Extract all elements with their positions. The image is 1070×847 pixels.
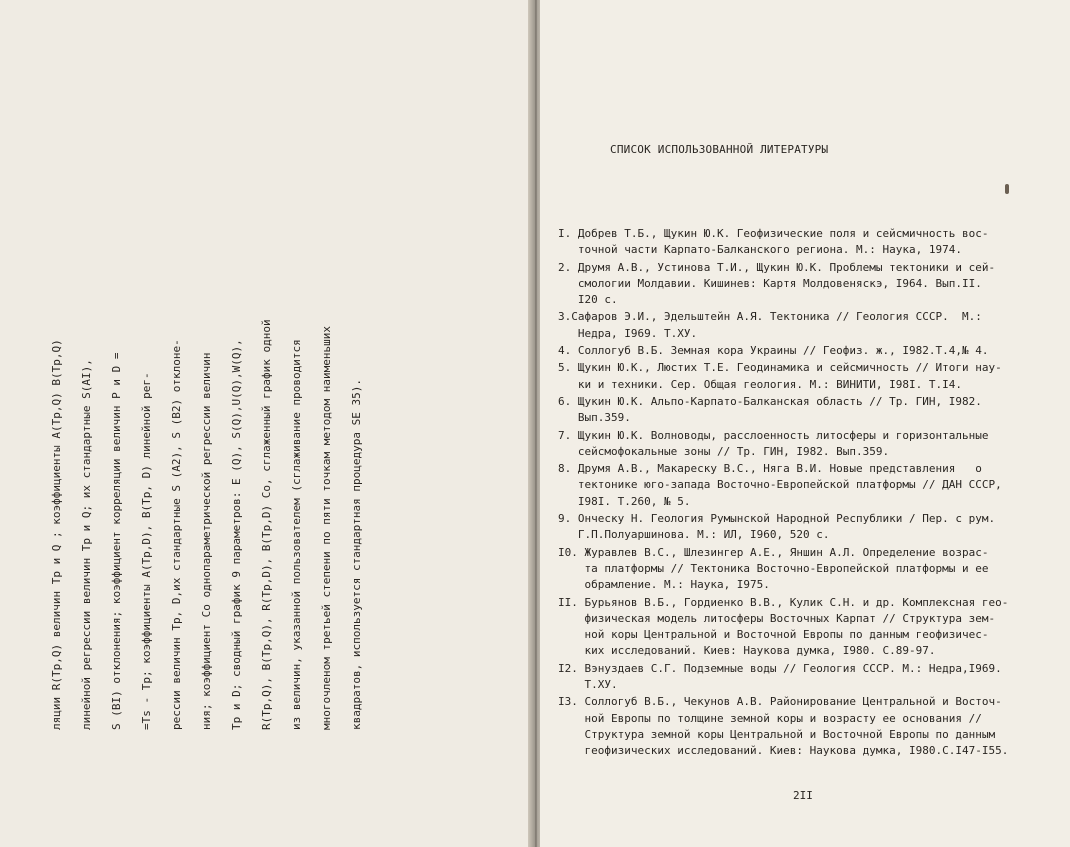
bibliography-heading: СПИСОК ИСПОЛЬЗОВАННОЙ ЛИТЕРАТУРЫ bbox=[610, 143, 829, 156]
reference-line: Г.П.Полуаршинова. М.: ИЛ, I960, 520 с. bbox=[558, 528, 830, 542]
reference-item bbox=[558, 694, 1030, 759]
reference-line: сейсмофокальные зоны // Тр. ГИН, I982. Вып.359. bbox=[558, 444, 890, 458]
reference-line: Вып.359. bbox=[558, 411, 631, 425]
reference-line: 8. Друмя А.В., Макареску В.С., Няга В.И. Новые представления о bbox=[558, 462, 982, 476]
reference-line: ких исследований. Киев: Наукова думка, I980. С.89-97. bbox=[558, 644, 936, 658]
reference-line: Т.ХУ. bbox=[558, 678, 618, 692]
reference-line: точной части Карпато-Балканского региона. М.: Наука, 1974. bbox=[558, 243, 962, 257]
reference-line: 5. Щукин Ю.К., Люстих Т.Е. Геодинамика и сейсмичность // Итоги нау- bbox=[558, 361, 1002, 375]
reference-line: геофизических исследований. Киев: Наукова думка, I980.С.I47-I55. bbox=[558, 744, 1009, 758]
page-number: 2II bbox=[793, 789, 813, 802]
rotated-line: квадратов, используется стандартная процедура SE 35). bbox=[350, 379, 363, 730]
reference-line: I. Добрев Т.Б., Щукин Ю.К. Геофизические поля и сейсмичность вос- bbox=[558, 227, 989, 240]
reference-line: Недра, I969. Т.ХУ. bbox=[558, 326, 698, 340]
reference-line: 9. Онческу Н. Геология Румынской Народной Республики / Пер. с рум. bbox=[558, 512, 996, 526]
reference-item bbox=[558, 511, 1030, 544]
reference-line: 6. Щукин Ю.К. Альпо-Карпато-Балканская область // Тр. ГИН, I982. bbox=[558, 394, 982, 408]
rotated-line: рессии величин Tp, D,их стандартные S (A2), S (B2) отклоне- bbox=[170, 339, 183, 730]
reference-item bbox=[558, 428, 1030, 461]
reference-line: I20 с. bbox=[558, 293, 618, 307]
reference-item bbox=[558, 309, 1030, 342]
rotated-line: Tp и D; сводный график 9 параметров: E (Q), S(Q),U(Q),W(Q), bbox=[230, 339, 243, 730]
reference-line: Структура земной коры Центральной и Восточной Европы по данным bbox=[558, 727, 996, 741]
rotated-line: линейной регрессии величин Tp и Q; их стандартные S(AI), bbox=[80, 359, 93, 730]
reference-item bbox=[558, 661, 1030, 694]
rotated-line: многочленом третьей степени по пяти точкам методом наименьших bbox=[320, 326, 333, 730]
rotated-line: R(Tp,Q), B(Tp,Q), R(Tp,D), B(Tp,D) Co, сглаженный график одной bbox=[260, 319, 273, 730]
reference-line: тектонике юго-запада Восточно-Европейской платформы // ДАН СССР, bbox=[558, 478, 1002, 492]
reference-item bbox=[558, 343, 1030, 359]
reference-line: обрамление. М.: Наука, I975. bbox=[558, 578, 770, 592]
reference-line: I0. Журавлев В.С., Шлезингер А.Е., Яншин А.Л. Определение возрас- bbox=[558, 545, 989, 559]
rotated-text-block bbox=[42, 260, 363, 730]
rotated-line: ляции R(Tp,Q) величин Tp и Q ; коэффициенты A(Tp,Q) B(Tp,Q) bbox=[50, 339, 63, 730]
reference-line: смологии Молдавии. Кишинев: Картя Молдовеняскэ, I964. Вып.II. bbox=[558, 276, 982, 290]
reference-line: I98I. Т.260, № 5. bbox=[558, 494, 691, 508]
reference-line: 7. Щукин Ю.К. Волноводы, расслоенность литосферы и горизонтальные bbox=[558, 428, 989, 442]
reference-line: 2. Друмя А.В., Устинова Т.И., Щукин Ю.К. Проблемы тектоники и сей- bbox=[558, 260, 996, 274]
reference-line: та платформы // Тектоника Восточно-Европейской платформы и ее bbox=[558, 561, 989, 575]
reference-line: 3.Сафаров Э.И., Эдельштейн А.Я. Тектоника // Геология СССР. М.: bbox=[558, 310, 982, 324]
reference-line: I2. Вэнуздаев С.Г. Подземные воды // Геология СССР. М.: Недра,I969. bbox=[558, 661, 1002, 675]
reference-item bbox=[558, 545, 1030, 594]
rotated-line: S (BI) отклонения; коэффициент корреляции величин P и D = bbox=[110, 352, 123, 730]
reference-list bbox=[558, 226, 1030, 761]
reference-item bbox=[558, 461, 1030, 510]
reference-item bbox=[558, 595, 1030, 660]
reference-line: I3. Соллогуб В.Б., Чекунов А.В. Районирование Центральной и Восточ- bbox=[558, 695, 1002, 709]
reference-line: ки и техники. Сер. Общая геология. М.: ВИНИТИ, I98I. Т.I4. bbox=[558, 377, 962, 391]
rotated-text bbox=[42, 260, 372, 730]
paper-speck bbox=[1005, 184, 1009, 194]
reference-line: физическая модель литосферы Восточных Карпат // Структура зем- bbox=[558, 611, 996, 625]
rotated-line: ния; коэффициент Co однопараметрической регрессии величин bbox=[200, 352, 213, 730]
reference-line: II. Бурьянов В.Б., Гордиенко В.В., Кулик С.Н. и др. Комплексная гео- bbox=[558, 595, 1009, 609]
reference-line: ной Европы по толщине земной коры и возрасту ее основания // bbox=[558, 711, 982, 725]
reference-item bbox=[558, 260, 1030, 309]
reference-item bbox=[558, 226, 1030, 259]
reference-line: ной коры Центральной и Восточной Европы по данным геофизичес- bbox=[558, 628, 989, 642]
rotated-line: из величин, указанной пользователем (сглаживание проводится bbox=[290, 339, 303, 730]
reference-item bbox=[558, 394, 1030, 427]
reference-item bbox=[558, 360, 1030, 393]
reference-line: 4. Соллогуб В.Б. Земная кора Украины // Геофиз. ж., I982.Т.4,№ 4. bbox=[558, 344, 989, 358]
left-page bbox=[0, 0, 532, 847]
rotated-line: =Ts - Tp; коэффициенты A(Tp,D), B(Tp, D) линейной рег- bbox=[140, 372, 153, 730]
